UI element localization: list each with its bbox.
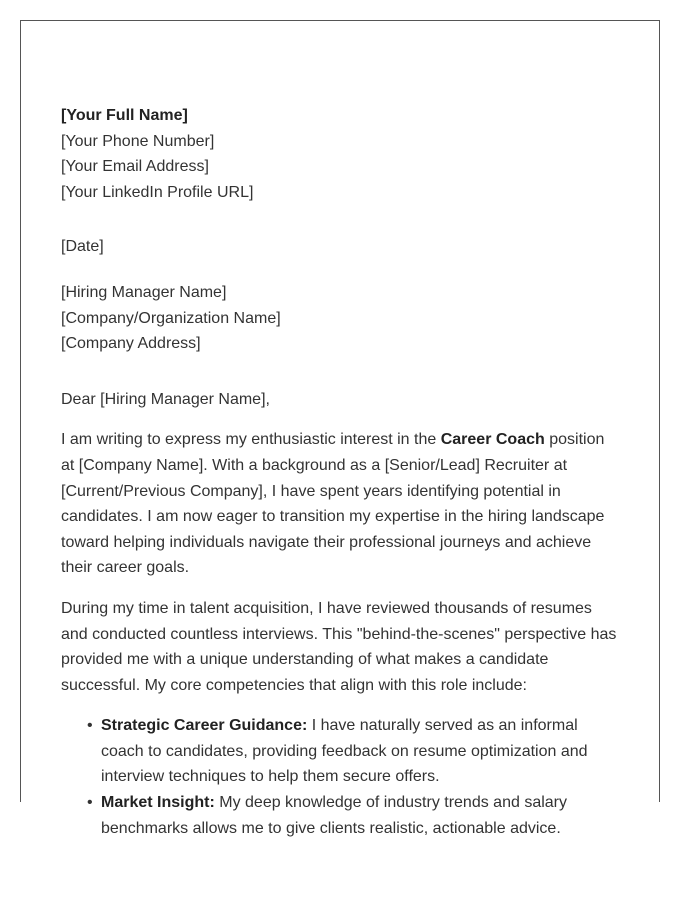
- recipient-manager: [Hiring Manager Name]: [61, 283, 227, 301]
- list-item: [87, 790, 621, 841]
- competency-title: Strategic Career Guidance:: [101, 717, 308, 735]
- position-title: Career Coach: [440, 431, 545, 449]
- letter-page: [20, 20, 660, 837]
- recipient-company: [Company/Organization Name]: [61, 309, 281, 327]
- sender-block: [61, 103, 621, 205]
- bullet-icon: •: [87, 794, 93, 812]
- paragraph-intro: [61, 427, 621, 581]
- competency-text: I have naturally served as an informal coach to candidates, providing feedback on resume optimization and interview techniques to help them secure offers.: [101, 717, 588, 786]
- letter-date: [Date]: [61, 238, 104, 256]
- letter-content: [61, 103, 621, 841]
- paragraph-intro-text-1: I am writing to express my enthusiastic interest in the: [61, 431, 441, 449]
- salutation: Dear [Hiring Manager Name],: [61, 390, 270, 408]
- paragraph-experience: During my time in talent acquisition, I have reviewed thousands of resumes and conducted countless interviews. This "behind-the-scenes" perspective has provided me with a unique understanding of what makes a candidate successful. My core competencies that align with this role include:: [61, 599, 617, 694]
- sender-name: [Your Full Name]: [61, 107, 188, 124]
- sender-email: [Your Email Address]: [61, 158, 209, 176]
- competency-text: My deep knowledge of industry trends and salary benchmarks allows me to give clients realistic, actionable advice.: [101, 794, 567, 837]
- bullet-icon: •: [87, 717, 93, 735]
- recipient-address: [Company Address]: [61, 335, 201, 353]
- sender-linkedin: [Your LinkedIn Profile URL]: [61, 183, 254, 201]
- paragraph-intro-text-2: position at [Company Name]. With a background as a [Senior/Lead] Recruiter at [Current/Previous Company], I have spent years identifying potential in candidates. I am now eager to transition my expertise in the hiring landscape toward helping individuals navigate their professional journeys and achieve their career goals.: [61, 431, 605, 577]
- list-item: [87, 713, 621, 790]
- competency-title: Market Insight:: [101, 794, 215, 812]
- recipient-block: [61, 280, 621, 357]
- competencies-list: [61, 713, 621, 841]
- sender-phone: [Your Phone Number]: [61, 132, 215, 150]
